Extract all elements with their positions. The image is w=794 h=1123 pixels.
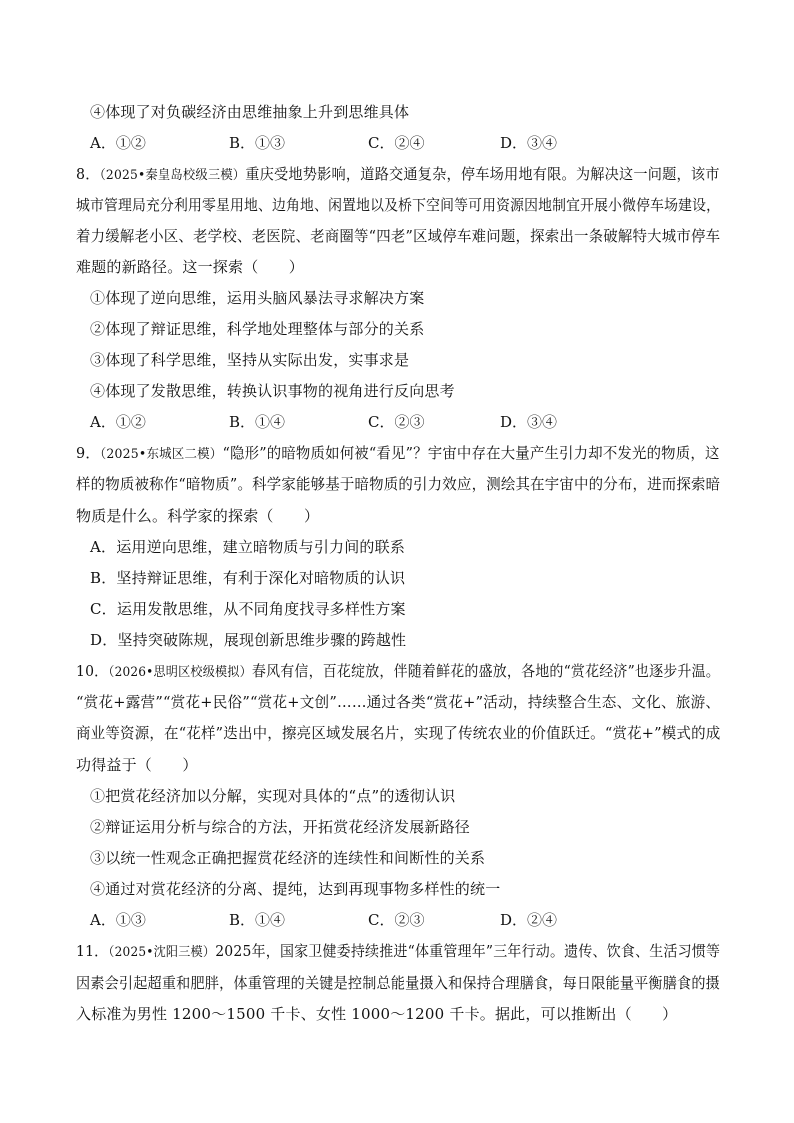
q10-item-3: ③以统一性观念正确把握赏花经济的连续性和间断性的关系 [90, 849, 486, 867]
q8-source: （2025•秦皇岛校级三模） [99, 168, 246, 183]
q10-source: （2026•思明区校级模拟） [108, 665, 252, 680]
q10-option-b: B．①④ [229, 911, 286, 929]
q11-source: （2025•沈阳三模） [108, 945, 216, 960]
q8-option-c: C．②③ [368, 413, 425, 431]
q8-item-3: ③体现了科学思维，坚持从实际出发，实事求是 [90, 351, 410, 369]
q8-stem-line-2: 城市管理局充分利用零星用地、边角地、闲置地以及桥下空间等可用资源因地制宜开展小微停车场建设， [76, 196, 721, 214]
q8-stem-line-4: 难题的新路径。这一探索（ ） [76, 258, 305, 276]
q8-number: 8． [76, 165, 100, 183]
q10-stem-line-4: 功得益于（ ） [76, 756, 198, 774]
q9-option-d: D．坚持突破陈规，展现创新思维步骤的跨越性 [90, 631, 407, 649]
q10-stem-1: 春风有信，百花绽放，伴随着鲜花的盛放，各地的“赏花经济”也逐步升温。 [251, 662, 720, 680]
q10-item-1: ①把赏花经济加以分解，实现对具体的“点”的透彻认识 [90, 787, 456, 805]
q9-option-c: C．运用发散思维，从不同角度找寻多样性方案 [90, 600, 406, 618]
q8-stem-1: 重庆受地势影响，道路交通复杂，停车场用地有限。为解决这一问题，该市 [245, 165, 720, 183]
q8-item-1: ①体现了逆向思维，运用头脑风暴法寻求解决方案 [90, 289, 425, 307]
q8-item-4: ④体现了发散思维，转换认识事物的视角进行反向思考 [90, 382, 455, 400]
q10-item-2: ②辩证运用分析与综合的方法，开拓赏花经济发展新路径 [90, 818, 471, 836]
q9-source: （2025•东城区二模） [99, 447, 223, 462]
q10-option-c: C．②③ [368, 911, 425, 929]
q7-item-4: ④体现了对负碳经济由思维抽象上升到思维具体 [90, 103, 410, 121]
q10-stem-line-3: 商业等资源，在“花样”迭出中，擦亮区域发展名片，实现了传统农业的价值跃迁。“赏花+”模式的成 [76, 724, 721, 742]
q9-stem-1: “隐形”的暗物质如何被“看见”？宇宙中存在大量产生引力却不发光的物质，这 [222, 444, 720, 462]
q10-option-d: D．②④ [500, 911, 558, 929]
q9-number: 9． [76, 444, 100, 462]
q11-stem-line-3: 入标准为男性 1200～1500 千卡、女性 1000～1200 千卡。据此，可以推断出（ ） [76, 1005, 678, 1023]
q8-stem-line-1 [76, 164, 720, 186]
q11-stem-1: 2025年，国家卫健委持续推进“体重管理年”三年行动。遗传、饮食、生活习惯等 [215, 942, 721, 960]
q11-stem-line-1 [76, 941, 720, 963]
q10-stem-line-1 [76, 661, 720, 683]
q8-option-a: A．①② [90, 413, 146, 431]
q7-option-b: B．①③ [229, 134, 286, 152]
q9-option-b: B．坚持辩证思维，有利于深化对暗物质的认识 [90, 569, 406, 587]
q11-number: 11． [76, 942, 109, 960]
q7-option-a: A．①② [90, 134, 146, 152]
q9-stem-line-2: 样的物质被称作“暗物质”。科学家能够基于暗物质的引力效应，测绘其在宇宙中的分布，进而探索暗 [76, 475, 721, 493]
q8-option-b: B．①④ [229, 413, 286, 431]
q7-option-d: D．③④ [500, 134, 558, 152]
q7-option-c: C．②④ [368, 134, 425, 152]
q9-option-a: A．运用逆向思维，建立暗物质与引力间的联系 [90, 538, 406, 556]
q11-stem-line-2: 因素会引起超重和肥胖，体重管理的关键是控制总能量摄入和保持合理膳食，每日限能量平衡膳食的摄 [76, 974, 721, 992]
q8-item-2: ②体现了辩证思维，科学地处理整体与部分的关系 [90, 320, 425, 338]
q10-option-a: A．①③ [90, 911, 146, 929]
q10-item-4: ④通过对赏花经济的分离、提纯，达到再现事物多样性的统一 [90, 880, 501, 898]
q10-number: 10． [76, 662, 109, 680]
q9-stem-line-1 [76, 443, 720, 465]
q10-stem-line-2: “赏花+露营”“赏花+民俗”“赏花+文创”……通过各类“赏花+”活动，持续整合生态、文化、旅游、 [76, 693, 721, 711]
q9-stem-line-3: 物质是什么。科学家的探索（ ） [76, 507, 320, 525]
q8-option-d: D．③④ [500, 413, 558, 431]
q8-stem-line-3: 着力缓解老小区、老学校、老医院、老商圈等“四老”区域停车难问题，探索出一条破解特大城市停车 [76, 227, 721, 245]
